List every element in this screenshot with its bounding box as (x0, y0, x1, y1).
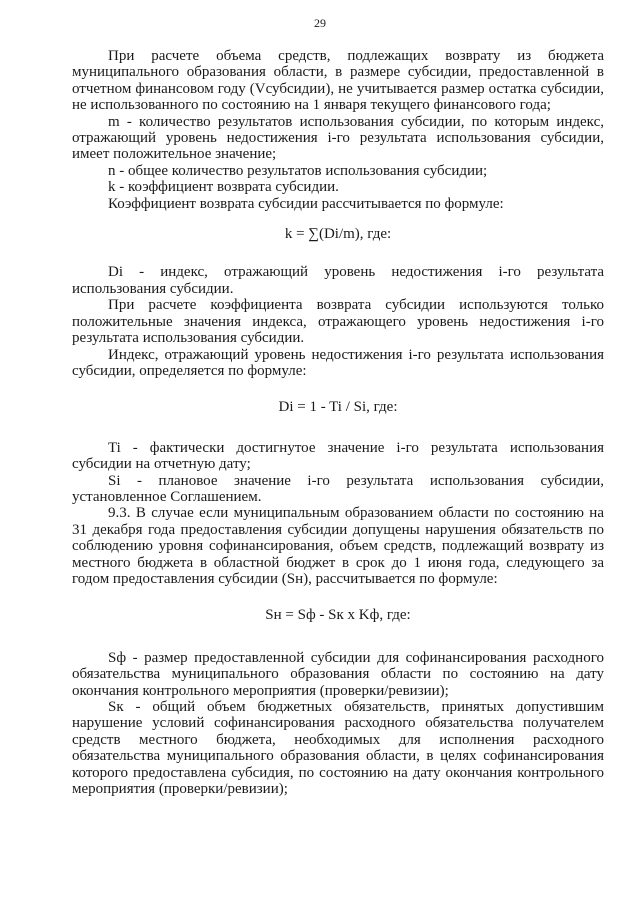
paragraph: 9.3. В случае если муниципальным образованием области по состоянию на 31 декабря года предоставления субсидии допущены нарушения обязательств по соблюдению уровня софинансирования, объем средств, подлежащий возврату из местного бюджета в областной бюджет в срок до 1 июня года, следующего за годом предоставления субсидии (Sн), рассчитывается по формуле: (72, 505, 604, 587)
paragraph: Sк - общий объем бюджетных обязательств, принятых допустившим нарушение условий софинансирования расходного обязательства получателем средств местного бюджета, необходимых для исполнения расходного обязательства муниципального образования области, в целях софинансирования которого предоставлена субсидия, по состоянию на дату окончания контрольного мероприятия (проверки/ревизии); (72, 699, 604, 798)
paragraph: Коэффициент возврата субсидии рассчитывается по формуле: (108, 195, 504, 212)
page-number: 29 (314, 16, 326, 30)
paragraph: Di - индекс, отражающий уровень недостижения i-го результата использования субсидии. (72, 264, 604, 297)
paragraph: n - общее количество результатов использования субсидии; (108, 162, 488, 179)
paragraph: Индекс, отражающий уровень недостижения i-го результата использования субсидии, определяется по формуле: (72, 346, 604, 379)
paragraph: Ti - фактически достигнутое значение i-го результата использования субсидии на отчетную дату; (72, 439, 604, 473)
paragraph: k - коэффициент возврата субсидии. (108, 179, 339, 196)
formula-sn: Sн = Sф - Sк х Kф, где: (265, 607, 411, 624)
paragraph: Si - плановое значение i-го результата использования субсидии, установленное Соглашением. (72, 472, 604, 505)
paragraph: m - количество результатов использования субсидии, по которым индекс, отражающий уровень недостижения i-го результата использования субсидии, имеет положительное значение; (72, 113, 604, 163)
formula-k: k = ∑(Di/m), где: (284, 226, 392, 243)
document-body (72, 48, 604, 797)
paragraph: При расчете объема средств, подлежащих возврату из бюджета муниципального образования области, в размере субсидии, предоставленной в отчетном финансовом году (Vсубсидии), не учитывается размер остатка субсидии, не использованного по состоянию на 1 января текущего финансового года; (72, 48, 604, 114)
paragraph: Sф - размер предоставленной субсидии для софинансирования расходного обязательства муниципального образования области по состоянию на дату окончания контрольного мероприятия (проверки/ревизии); (72, 649, 604, 699)
formula-di: Di = 1 - Ti / Si, где: (278, 399, 398, 416)
paragraph: При расчете коэффициента возврата субсидии используются только положительные значения индекса, отражающего уровень недостижения i-го результата использования субсидии. (72, 297, 604, 347)
